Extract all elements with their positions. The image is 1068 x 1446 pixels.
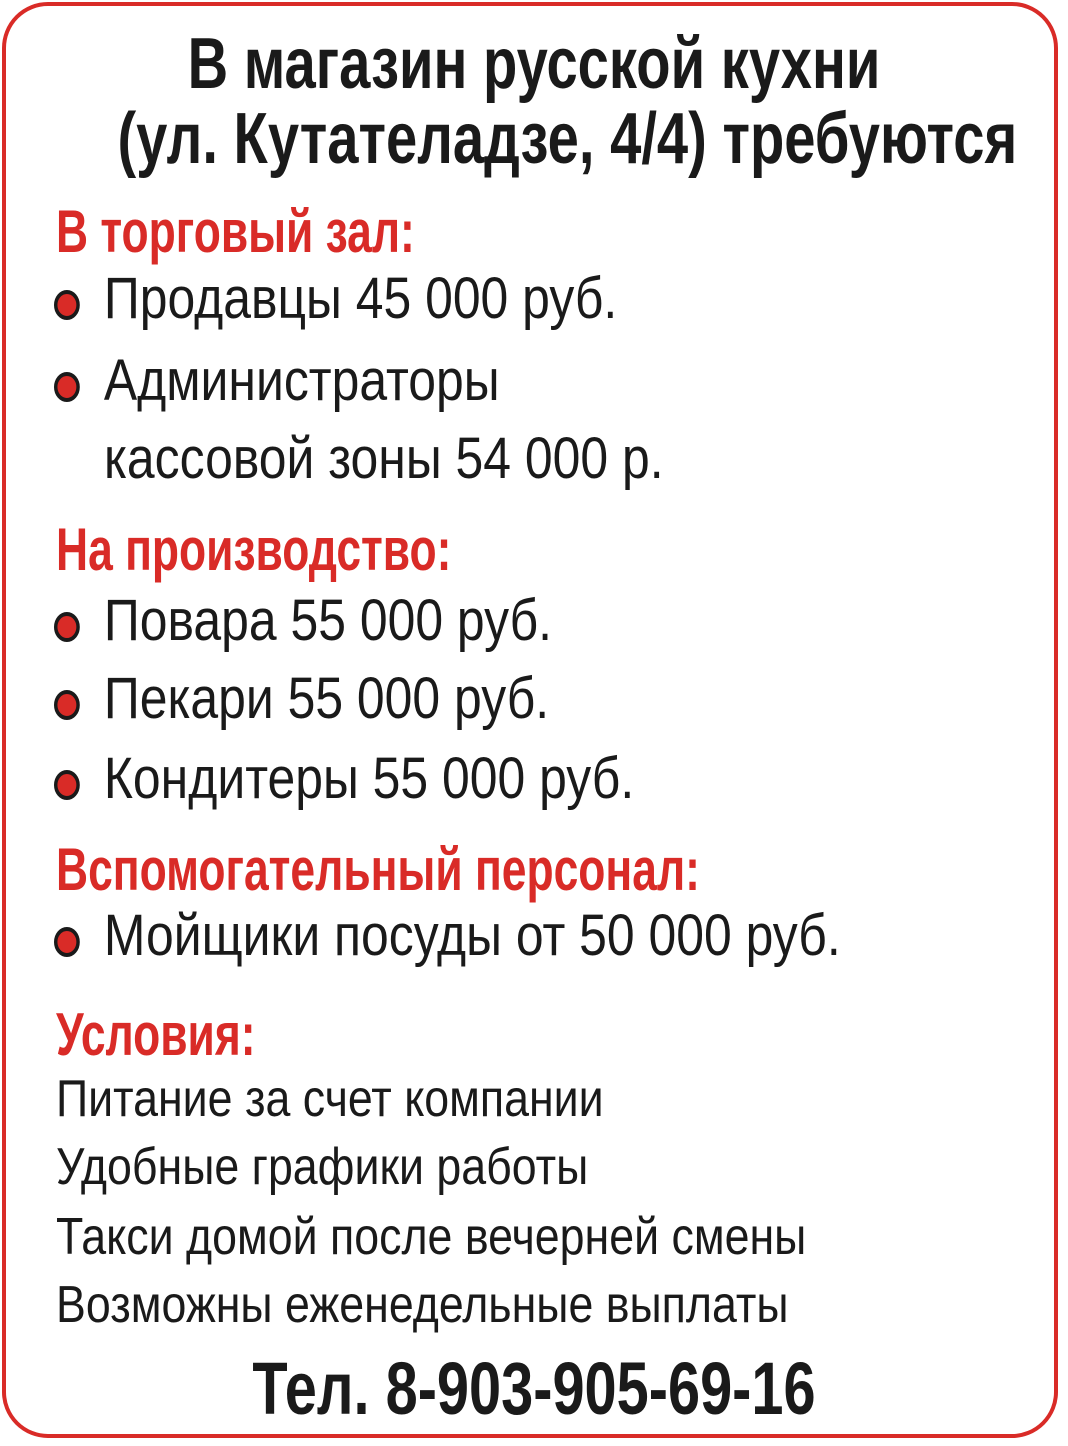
bullet-icon [54,770,80,800]
bullet-icon [54,372,80,402]
item-text: Продавцы 45 000 руб. [103,266,618,331]
header-line-2: (ул. Кутателадзе, 4/4) требуются [117,99,1018,179]
section-title-conditions: Условия: [56,1001,256,1068]
bullet-icon [54,612,80,642]
bullet-icon [54,690,80,720]
item-text: Администраторы [103,348,500,413]
item-text: Повара 55 000 руб. [103,588,553,653]
item-text: Мойщики посуды от 50 000 руб. [103,903,841,968]
condition-line: Удобные графики работы [56,1138,589,1196]
header-line-1: В магазин русской кухни [187,24,881,104]
bullet-icon [54,290,80,320]
item-text-continuation: кассовой зоны 54 000 р. [104,426,664,491]
condition-line: Такси домой после вечерней смены [56,1208,807,1266]
section-title-production: На производство: [56,516,452,583]
section-title-sales-floor: В торговый зал: [56,198,415,265]
bullet-icon [54,927,80,957]
phone-number: Тел. 8-903-905-69-16 [252,1347,816,1430]
section-title-support-staff: Вспомогательный персонал: [56,836,700,903]
condition-line: Питание за счет компании [56,1070,604,1128]
item-text: Пекари 55 000 руб. [103,666,550,731]
item-text: Кондитеры 55 000 руб. [103,746,635,811]
condition-line: Возможны еженедельные выплаты [56,1276,789,1334]
